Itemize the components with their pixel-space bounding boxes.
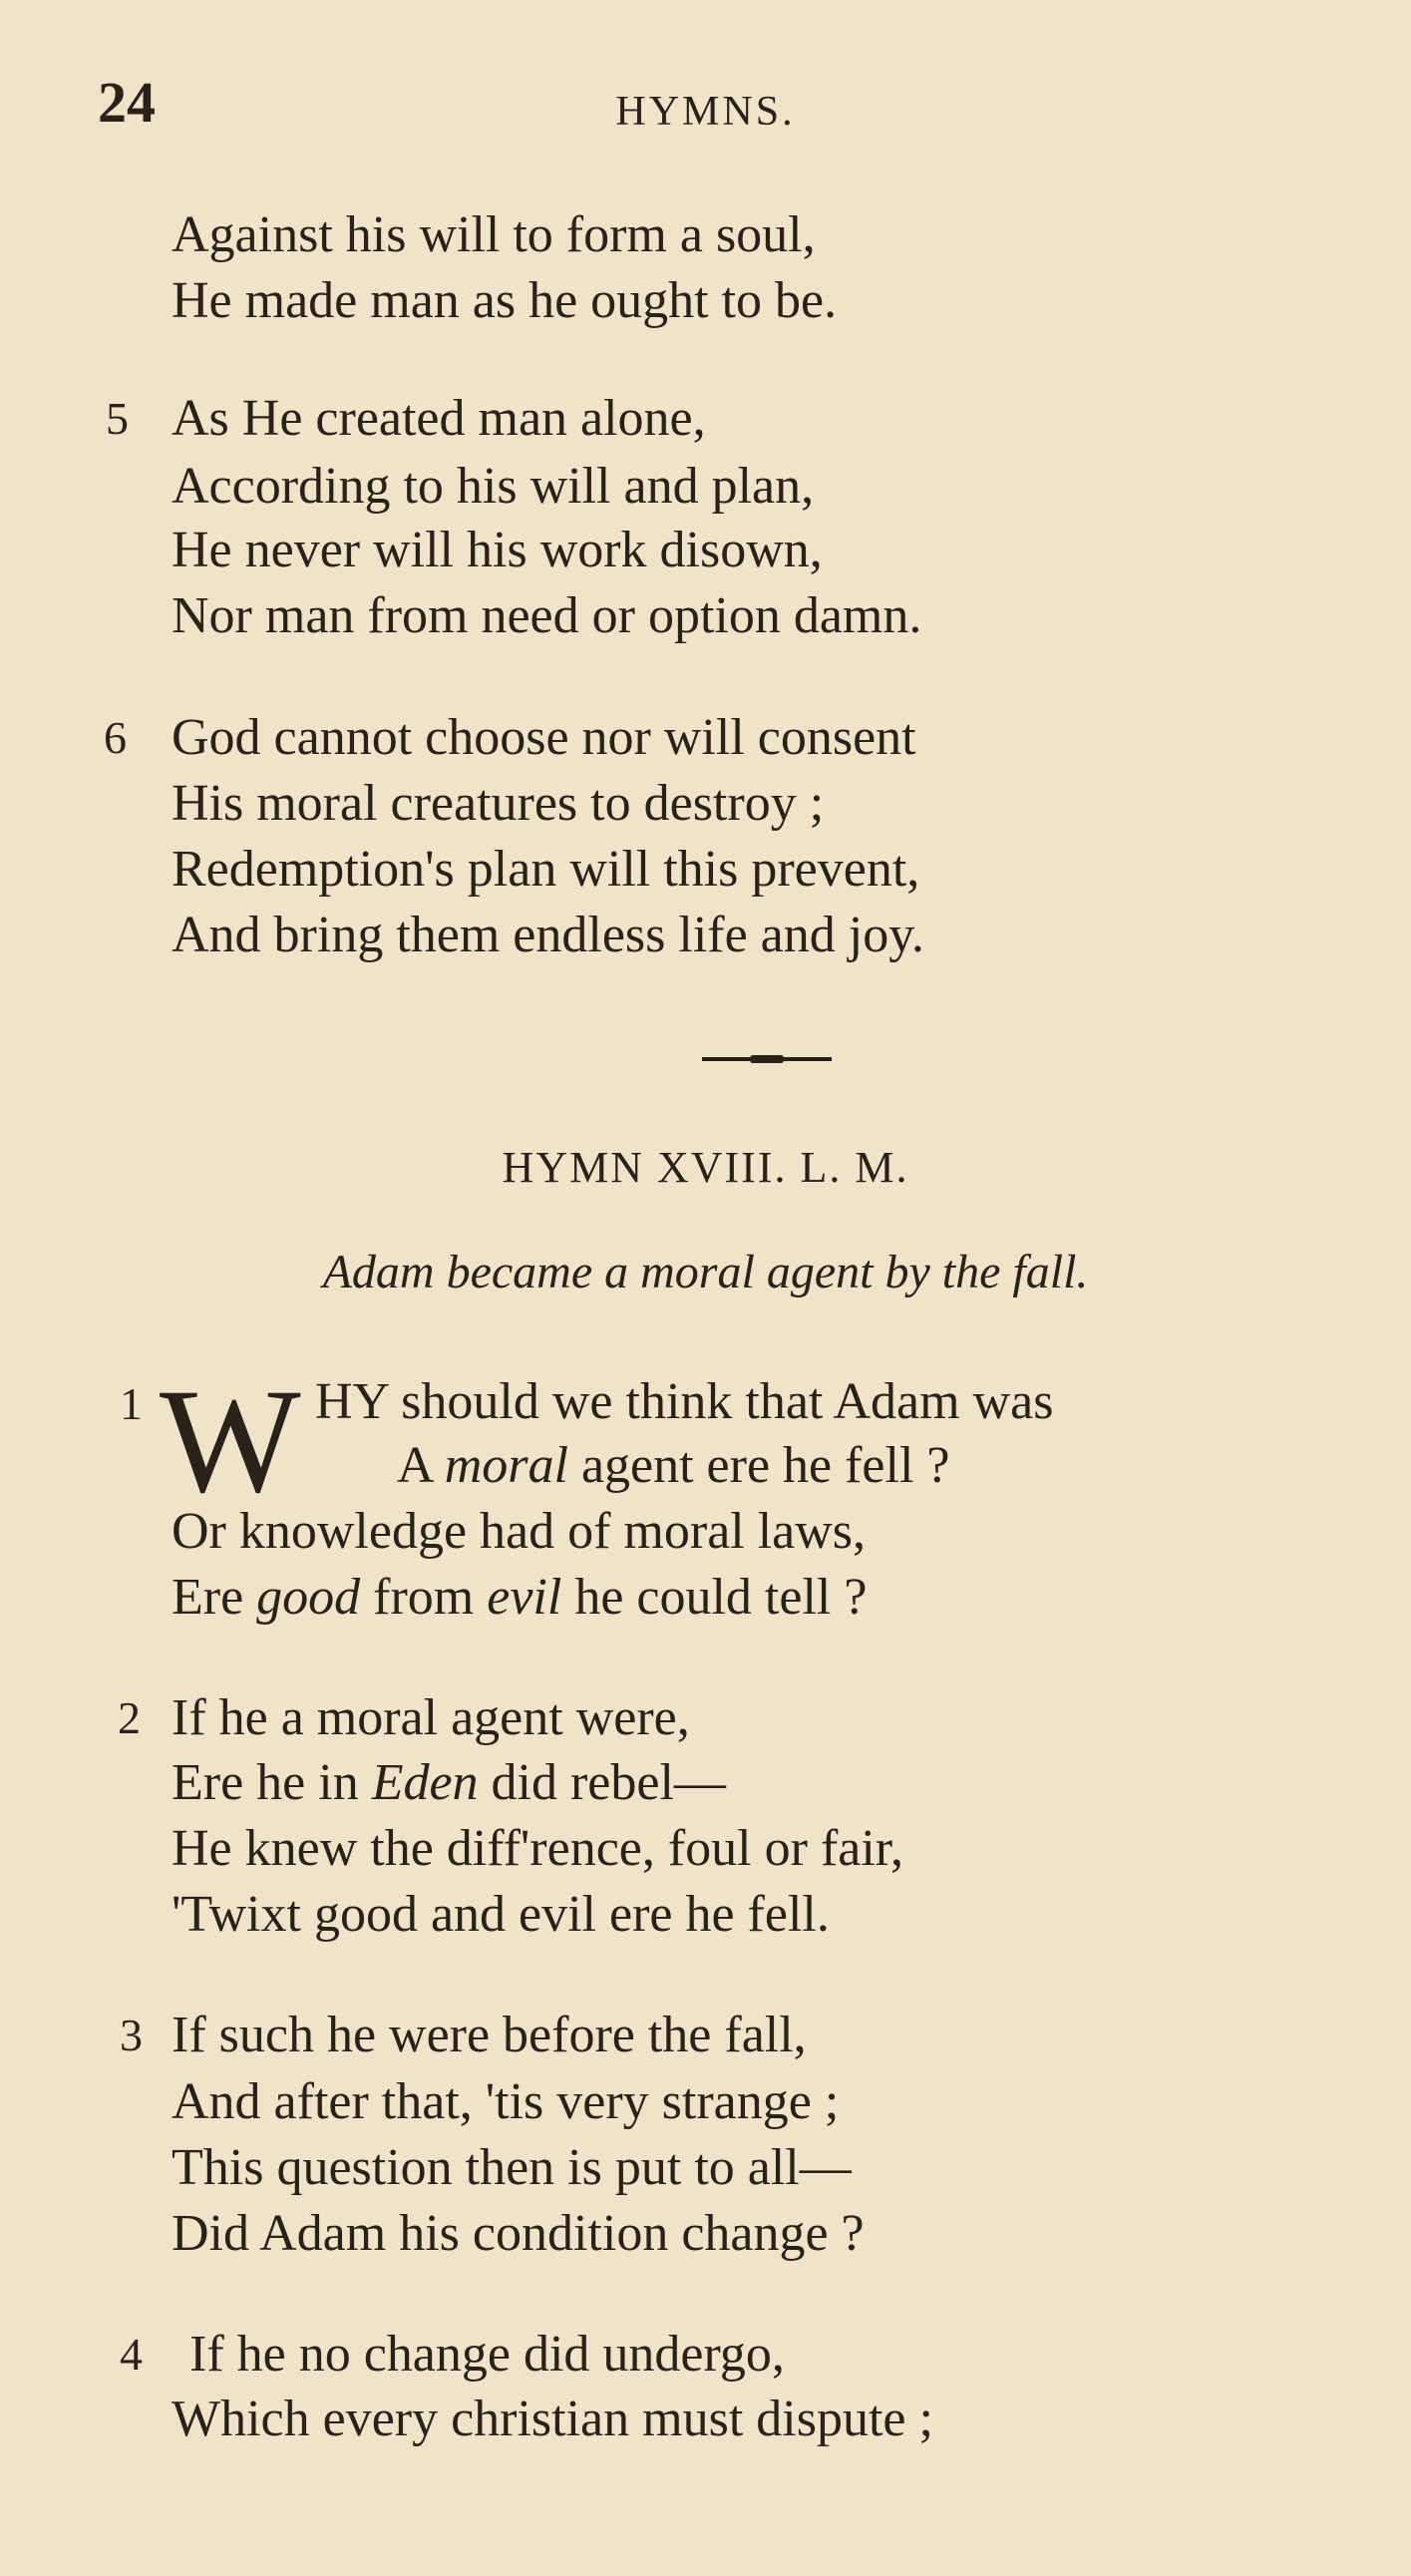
verse-line: God cannot choose nor will consent bbox=[172, 709, 916, 766]
verse-line: If such he were before the fall, bbox=[172, 2007, 807, 2063]
verse-line: Did Adam his condition change ? bbox=[172, 2205, 865, 2262]
verse-line: A moral agent ere he fell ? bbox=[397, 1437, 950, 1494]
stanza-number: 2 bbox=[118, 1692, 141, 1743]
page-number: 24 bbox=[98, 70, 156, 135]
verse-line: And bring them endless life and joy. bbox=[172, 907, 924, 963]
verse-line: And after that, 'tis very strange ; bbox=[172, 2073, 840, 2130]
verse-line: HY should we think that Adam was bbox=[315, 1373, 1054, 1430]
verse-line: If he a moral agent were, bbox=[172, 1689, 690, 1746]
verse-line: He knew the diff'rence, foul or fair, bbox=[172, 1820, 904, 1877]
hymn-subtitle: Adam became a moral agent by the fall. bbox=[322, 1246, 1089, 1298]
hymn-title: HYMN XVIII. L. M. bbox=[502, 1143, 909, 1192]
stanza-number: 3 bbox=[120, 2010, 143, 2060]
stanza-number: 1 bbox=[120, 1378, 143, 1429]
running-head: HYMNS. bbox=[615, 89, 796, 135]
verse-line: Or knowledge had of moral laws, bbox=[172, 1503, 867, 1560]
verse-line: Which every christian must dispute ; bbox=[172, 2391, 933, 2447]
verse-line: He never will his work disown, bbox=[172, 522, 823, 578]
verse-line: According to his will and plan, bbox=[172, 458, 815, 515]
verse-line: He made man as he ought to be. bbox=[172, 272, 838, 329]
stanza-number: 4 bbox=[120, 2329, 143, 2380]
section-divider bbox=[702, 1057, 832, 1061]
stanza-number: 6 bbox=[104, 712, 127, 763]
verse-line: If he no change did undergo, bbox=[189, 2326, 785, 2383]
verse-line: Redemption's plan will this prevent, bbox=[172, 841, 920, 898]
drop-cap: W bbox=[160, 1358, 301, 1524]
verse-line: Ere good from evil he could tell ? bbox=[172, 1569, 868, 1626]
verse-line: Nor man from need or option damn. bbox=[172, 587, 922, 644]
verse-line: Against his will to form a soul, bbox=[172, 206, 816, 263]
stanza-number: 5 bbox=[106, 393, 129, 444]
verse-line: His moral creatures to destroy ; bbox=[172, 775, 825, 832]
verse-line: 'Twixt good and evil ere he fell. bbox=[172, 1886, 830, 1943]
verse-line: Ere he in Eden did rebel— bbox=[172, 1754, 726, 1811]
verse-line: As He created man alone, bbox=[172, 390, 706, 447]
verse-line: This question then is put to all— bbox=[172, 2139, 852, 2196]
